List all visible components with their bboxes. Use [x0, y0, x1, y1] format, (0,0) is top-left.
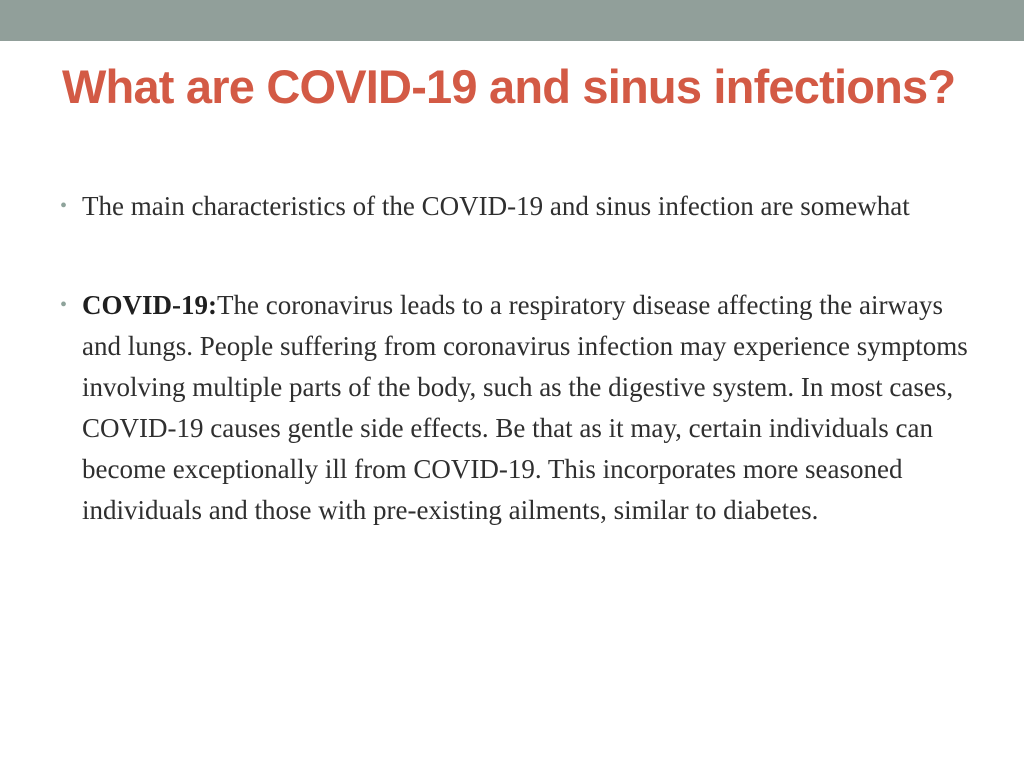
slide-title: What are COVID-19 and sinus infections?	[62, 60, 956, 113]
bullet-icon: •	[60, 195, 68, 217]
bullet-text: The main characteristics of the COVID-19 and sinus infection are somewhat	[82, 191, 910, 221]
bullet-icon: •	[60, 294, 68, 316]
bullet-item-covid	[60, 285, 970, 531]
bullet-text: The coronavirus leads to a respiratory disease affecting the airways and lungs. People suffering from coronavirus infection may experience symptoms involving multiple parts of the body, such as the digestive system. In most cases, COVID-19 causes gentle side effects. Be that as it may, certain individuals can become exceptionally ill from COVID-19. This incorporates more seasoned individuals and those with pre-existing ailments, similar to diabetes.	[82, 290, 968, 525]
bullet-list	[60, 186, 970, 531]
bullet-item-characteristics	[60, 186, 970, 227]
header-bar	[0, 0, 1024, 41]
bullet-lead: COVID-19:	[82, 290, 217, 320]
